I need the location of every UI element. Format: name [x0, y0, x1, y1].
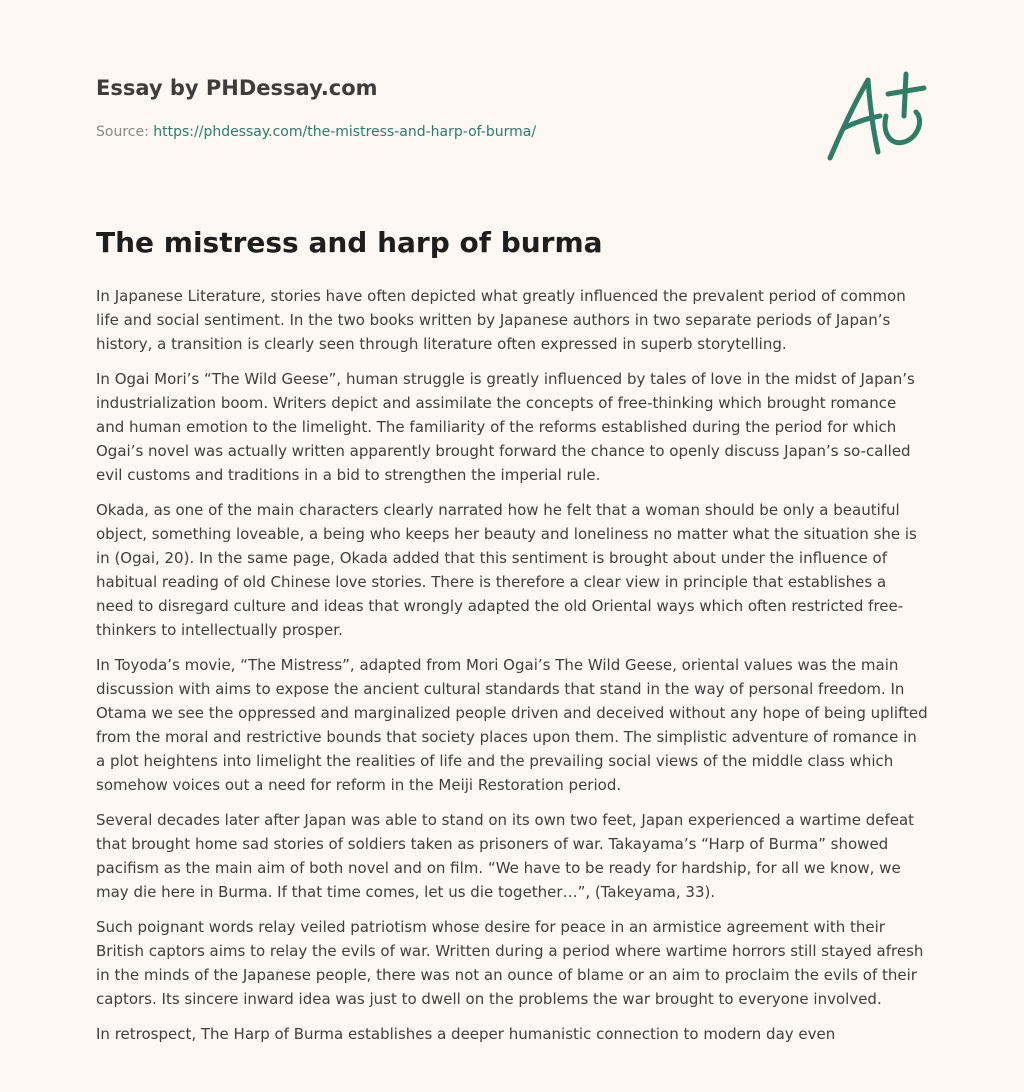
paragraph: Okada, as one of the main characters clearly narrated how he felt that a woman should be only a beautiful object, something loveable, a being who keeps her beauty and loneliness no matter what the situation she is in (Ogai, 20). In the same page, Okada added that this sentiment is brought about under the influence of habitual reading of old Chinese love stories. There is therefore a clear view in principle that establishes a need to disregard culture and ideas that wrongly adapted the old Oriental ways which often restricted free-thinkers to intellectually prosper.	[96, 501, 917, 639]
essay-body	[96, 284, 928, 1057]
paragraph: Several decades later after Japan was able to stand on its own two feet, Japan experienced a wartime defeat that brought home sad stories of soldiers taken as prisoners of war. Takayama’s “Harp of Burma” showed pacifism as the main aim of both novel and on film. “We have to be ready for hardship, for all we know, we may die here in Burma. If that time comes, let us die together…”, (Takeyama, 33).	[96, 811, 915, 901]
source-label: Source:	[96, 124, 154, 140]
essay-title: The mistress and harp of burma	[96, 226, 603, 259]
source-line	[96, 124, 536, 140]
source-link[interactable]: https://phdessay.com/the-mistress-and-harp-of-burma/	[153, 124, 537, 140]
paragraph: In Toyoda’s movie, “The Mistress”, adapted from Mori Ogai’s The Wild Geese, oriental values was the main discussion with aims to expose the ancient cultural standards that stand in the way of personal freedom. In Otama we see the oppressed and marginalized people driven and deceived without any hope of being uplifted from the moral and restrictive bounds that society places upon them. The simplistic adventure of romance in a plot heightens into limelight the realities of life and the prevailing social views of the middle class which somehow voices out a need for reform in the Meiji Restoration period.	[96, 656, 928, 794]
paragraph: In Ogai Mori’s “The Wild Geese”, human struggle is greatly influenced by tales of love in the midst of Japan’s industrialization boom. Writers depict and assimilate the concepts of free-thinking which brought romance and human emotion to the limelight. The familiarity of the reforms established during the period for which Ogai’s novel was actually written apparently brought forward the chance to openly discuss Japan’s so-called evil customs and traditions in a bid to strengthen the imperial rule.	[96, 370, 915, 484]
site-brand: Essay by PHDessay.com	[96, 76, 378, 100]
paragraph: Such poignant words relay veiled patriotism whose desire for peace in an armistice agreement with their British captors aims to relay the evils of war. Written during a period where wartime horrors still stayed afresh in the minds of the Japanese people, there was not an ounce of blame or an aim to proclaim the evils of their captors. Its sincere inward idea was just to dwell on the problems the war brought to everyone involved.	[96, 918, 924, 1008]
paragraph: In Japanese Literature, stories have often depicted what greatly influenced the prevalent period of common life and social sentiment. In the two books written by Japanese authors in two separate periods of Japan’s history, a transition is clearly seen through literature often expressed in superb storytelling.	[96, 287, 906, 353]
paragraph: In retrospect, The Harp of Burma establishes a deeper humanistic connection to modern day even	[96, 1025, 836, 1043]
a-plus-grade-logo-icon	[820, 66, 930, 166]
